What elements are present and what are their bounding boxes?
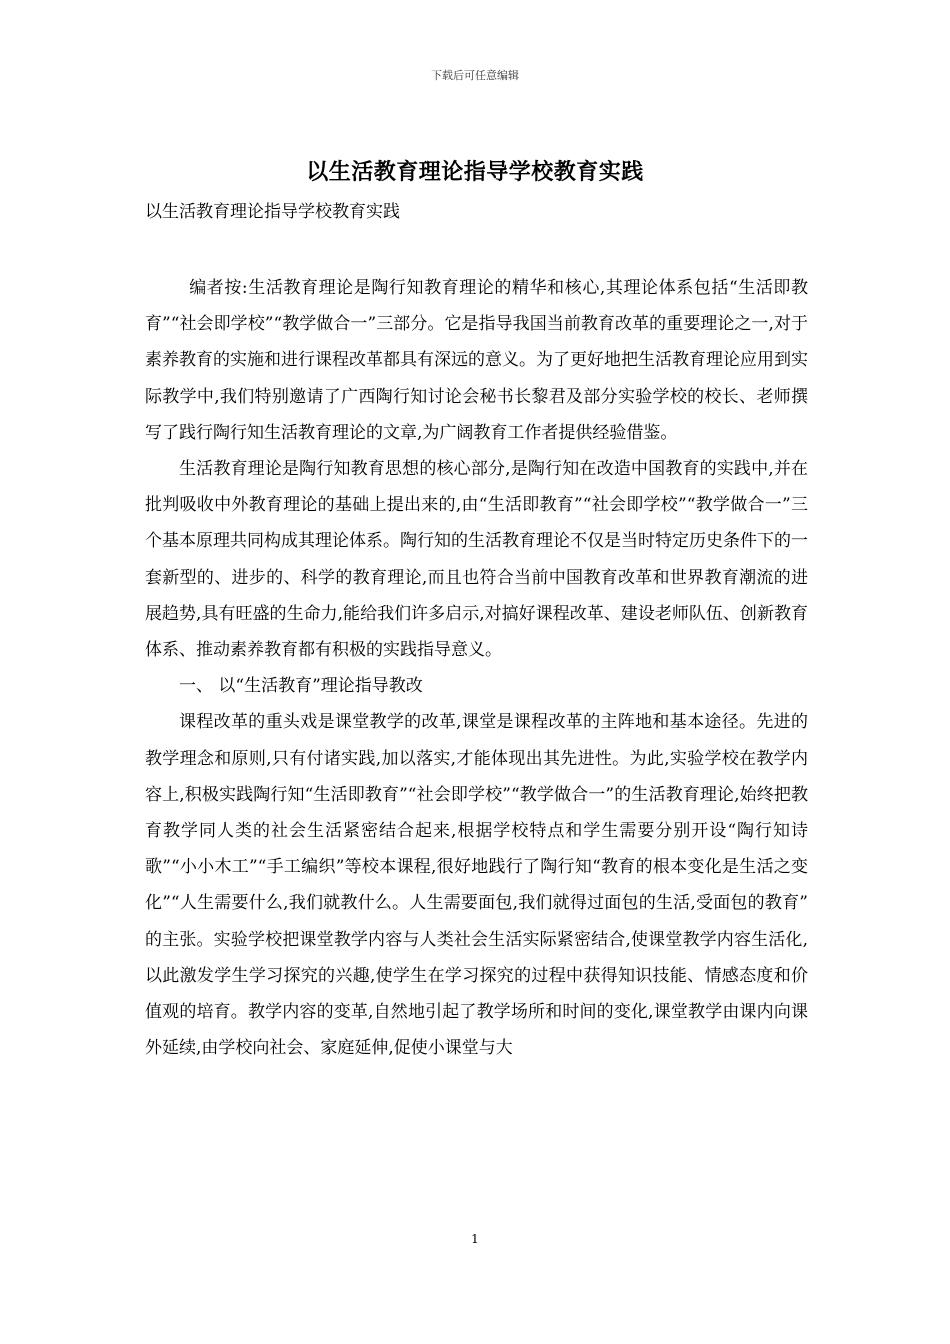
editor-note-paragraph: 编者按:生活教育理论是陶行知教育理论的精华和核心,其理论体系包括“生活即教育”“社会即学校”“教学做合一”三部分。它是指导我国当前教育改革的重要理论之一,对于素养教育的实施和进行课程改革都具有深远的意义。为了更好地把生活教育理论应用到实际教学中,我们特别邀请了广西陶行知讨论会秘书长黎君及部分实验学校的校长、老师撰写了践行陶行知生活教育理论的文章,为广阔教育工作者提供经验借鉴。 [145, 278, 808, 443]
body-paragraph: 生活教育理论是陶行知教育思想的核心部分,是陶行知在改造中国教育的实践中,并在批判吸收中外教育理论的基础上提出来的,由“生活即教育”“社会即学校”“教学做合一”三个基本原理共同构成其理论体系。陶行知的生活教育理论不仅是当时特定历史条件下的一套新型的、进步的、科学的教育理论,而且也符合当前中国教育改革和世界教育潮流的进展趋势,具有旺盛的生命力,能给我们许多启示,对搞好课程改革、建设老师队伍、创新教育体系、推动素养教育都有积极的实践指导意义。 [145, 459, 808, 661]
body-paragraph: 课程改革的重头戏是课堂教学的改革,课堂是课程改革的主阵地和基本途径。先进的教学理念和原则,只有付诸实践,加以落实,才能体现出其先进性。为此,实验学校在教学内容上,积极实践陶行知“生活即教育”“社会即学校”“教学做合一”的生活教育理论,始终把教育教学同人类的社会生活紧密结合起来,根据学校特点和学生需要分别开设“陶行知诗歌”“小小木工”“手工编织”等校本课程,很好地践行了陶行知“教育的根本变化是生活之变化”“人生需要什么,我们就教什么。人生需要面包,我们就得过面包的生活,受面包的教育” 的主张。实验学校把课堂教学内容与人类社会生活实际紧密结合,使课堂教学内容生活化,以此激发学生学习探究的兴趣,使学生在学习探究的过程中获得知识技能、情感态度和价值观的培育。教学内容的变革,自然地引起了教学场所和时间的变化,课堂教学由课内向课外延续,由学校向社会、家庭延伸,促使小课堂与大 [145, 712, 808, 1059]
page-header-note: 下载后可任意编辑 [431, 69, 519, 82]
document-title: 以生活教育理论指导学校教育实践 [306, 160, 644, 185]
section-heading: 一、 以“生活教育”理论指导教改 [179, 676, 423, 697]
page-number: 1 [471, 1232, 479, 1246]
document-subtitle: 以生活教育理论指导学校教育实践 [145, 202, 400, 222]
document-body [145, 270, 808, 1066]
